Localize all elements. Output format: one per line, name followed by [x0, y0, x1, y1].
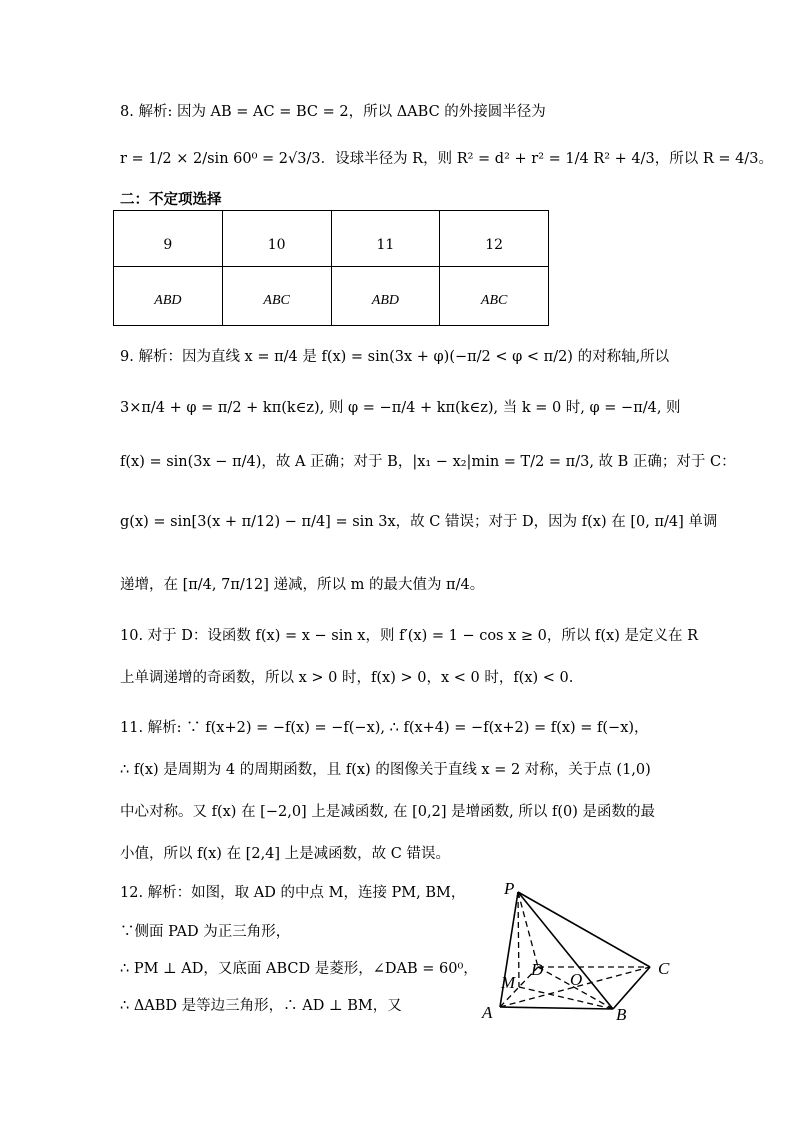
- pyramid-figure: [478, 878, 678, 1023]
- p11-line1: 11. 解析: ∵ f(x+2) = −f(x) = −f(−x), ∴ f(x+4) = −f(x+2) = f(x) = f(−x)，: [120, 720, 649, 736]
- p10-line2: 上单调递增的奇函数，所以 x > 0 时，f(x) > 0，x < 0 时，f(x) < 0.: [120, 670, 574, 686]
- label-B: B: [616, 1005, 627, 1023]
- table-cell: 12: [440, 211, 549, 267]
- table-cell: 9: [114, 211, 223, 267]
- table-cell: ABD: [331, 267, 440, 326]
- table-row: [114, 267, 549, 326]
- section-title: 二：不定项选择: [120, 192, 222, 208]
- p9-line4: g(x) = sin[3(x + π/12) − π/4] = sin 3x，故 C 错误；对于 D，因为 f(x) 在 [0, π/4] 单调: [120, 514, 718, 530]
- label-A: A: [482, 1003, 493, 1022]
- table-row: [114, 211, 549, 267]
- edge-BC: [613, 967, 650, 1009]
- answer-table: [113, 210, 549, 326]
- p12-line4: ∴ ΔABD 是等边三角形，∴ AD ⊥ BM，又: [120, 998, 402, 1014]
- table-cell: ABC: [440, 267, 549, 326]
- edge-PM: [518, 892, 519, 987]
- edge-PC: [518, 892, 650, 967]
- table-cell: ABC: [222, 267, 331, 326]
- p9-line5: 递增，在 [π/4, 7π/12] 递减，所以 m 的最大值为 π/4。: [120, 577, 485, 593]
- p9-line1: 9. 解析：因为直线 x = π/4 是 f(x) = sin(3x + φ)(−π/2 < φ < π/2) 的对称轴,所以: [120, 349, 670, 365]
- p12-line2: ∵侧面 PAD 为正三角形，: [120, 924, 291, 940]
- edge-PB: [518, 892, 613, 1009]
- label-M: M: [501, 973, 516, 992]
- table-cell: ABD: [114, 267, 223, 326]
- p9-line3: f(x) = sin(3x − π/4)，故 A 正确；对于 B，|x₁ − x₂|min = T/2 = π/3, 故 B 正确；对于 C：: [120, 454, 736, 470]
- p11-line4: 小值，所以 f(x) 在 [2,4] 上是减函数，故 C 错误。: [120, 846, 450, 862]
- p8-line2: r = 1/2 × 2/sin 60⁰ = 2√3/3．设球半径为 R，则 R² = d² + r² = 1/4 R² + 4/3，所以 R = 4/3。: [120, 151, 773, 167]
- label-P: P: [504, 879, 515, 898]
- p9-line2: 3×π/4 + φ = π/2 + kπ(k∈z), 则 φ = −π/4 + kπ(k∈z), 当 k = 0 时, φ = −π/4, 则: [120, 400, 681, 416]
- p11-line3: 中心对称。又 f(x) 在 [−2,0] 上是减函数, 在 [0,2] 是增函数, 所以 f(0) 是函数的最: [120, 804, 655, 820]
- label-D: D: [531, 960, 544, 979]
- edge-AB: [500, 1007, 613, 1009]
- label-O: O: [570, 970, 583, 989]
- p11-line2: ∴ f(x) 是周期为 4 的周期函数，且 f(x) 的图像关于直线 x = 2 对称，关于点 (1,0): [120, 762, 651, 778]
- p10-line1: 10. 对于 D：设函数 f(x) = x − sin x，则 f′(x) = 1 − cos x ≥ 0，所以 f(x) 是定义在 R: [120, 628, 698, 644]
- label-C: C: [658, 959, 670, 978]
- p12-line1: 12. 解析：如图，取 AD 的中点 M，连接 PM, BM，: [120, 885, 466, 901]
- p12-line3: ∴ PM ⊥ AD，又底面 ABCD 是菱形，∠DAB = 60⁰，: [120, 961, 478, 977]
- table-cell: 11: [331, 211, 440, 267]
- table-cell: 10: [222, 211, 331, 267]
- p8-line1: 8. 解析: 因为 AB = AC = BC = 2，所以 ΔABC 的外接圆半径为: [120, 104, 546, 120]
